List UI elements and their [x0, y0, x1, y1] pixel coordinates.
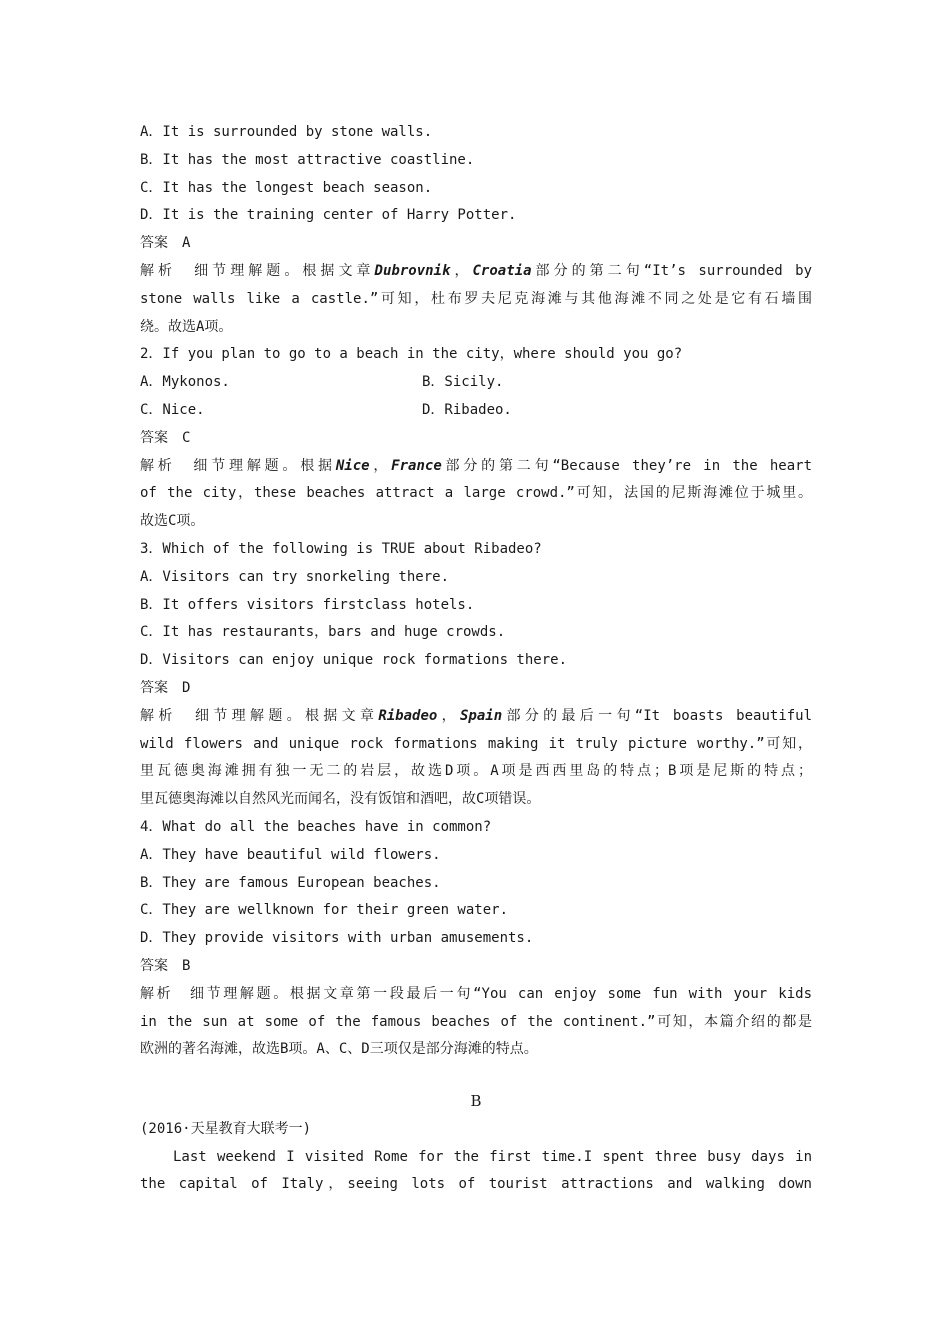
q3-option-b: B．It offers visitors firstclass hotels.: [140, 596, 475, 613]
q2-question: 2．If you plan to go to a beach in the city，where should you go?: [140, 346, 683, 363]
q1-option-a: A．It is surrounded by stone walls.: [140, 124, 433, 140]
q1-analysis-line-2: stone walls like a castle.”可知，杜布罗夫尼克海滩与其他海滩不同之处是它有石墙围: [140, 290, 812, 307]
q3-question: 3．Which of the following is TRUE about Ribadeo?: [140, 540, 542, 557]
q3-analysis-line-1: 解析 细节理解题。根据文章Ribadeo，Spain部分的最后一句“It boasts beautiful: [140, 707, 813, 724]
q3-option-c: C．It has restaurants，bars and huge crowds.: [140, 624, 506, 641]
q2-options-row-2: [140, 397, 812, 425]
q2-analysis-line-3: 故选C项。: [140, 513, 205, 530]
q3-answer: [140, 675, 812, 703]
q2-option-a: A．Mykonos.: [140, 374, 230, 391]
q2-option-c: C．Nice.: [140, 401, 205, 418]
q3-option-a: A．Visitors can try snorkeling there.: [140, 568, 450, 585]
q1-analysis-line-1: 解析 细节理解题。根据文章Dubrovnik，Croatia部分的第二句“It’s surrounded by: [140, 262, 813, 279]
q4-answer: [140, 953, 812, 981]
passage-line-1: Last weekend I visited Rome for the first time.I spent three busy days in: [173, 1148, 812, 1165]
q2-option-b: B．Sicily.: [422, 374, 504, 391]
answer-label: 答案: [140, 429, 168, 446]
q2-option-d: D．Ribadeo.: [422, 401, 512, 418]
section-source: (2016·天星教育大联考一): [140, 1120, 312, 1137]
q1-analysis-line-3: 绕。故选A项。: [140, 318, 233, 335]
q2-options-row-1: [140, 369, 812, 397]
document-page: [140, 119, 812, 1199]
q3-analysis-line-3: 里瓦德奥海滩拥有独一无二的岩层，故选D项。A项是西西里岛的特点；B项是尼斯的特点；: [140, 763, 812, 780]
answer-label: 答案: [140, 235, 168, 252]
answer-value: B: [182, 957, 191, 974]
keyword: Croatia: [472, 262, 532, 279]
q4-analysis-line-3: 欧洲的著名海滩，故选B项。A、C、D三项仅是部分海滩的特点。: [140, 1041, 538, 1058]
answer-label: 答案: [140, 957, 168, 974]
q4-option-a: A．They have beautiful wild flowers.: [140, 846, 441, 863]
q4-option-c: C．They are wellknown for their green water.: [140, 902, 509, 919]
q2-analysis-line-2: of the city，these beaches attract a large crowd.”可知，法国的尼斯海滩位于城里。: [140, 485, 812, 502]
analysis-label: 解析: [140, 707, 177, 724]
answer-value: C: [182, 429, 191, 446]
keyword: Dubrovnik: [374, 262, 451, 279]
q1-option-b: B．It has the most attractive coastline.: [140, 151, 475, 168]
q4-analysis-line-2: in the sun at some of the famous beaches of the continent.”可知，本篇介绍的都是: [140, 1013, 812, 1030]
analysis-label: 解析: [140, 985, 174, 1002]
keyword: Ribadeo: [378, 707, 438, 724]
q4-question: 4．What do all the beaches have in common?: [140, 818, 492, 835]
q2-analysis-line-1: 解析 细节理解题。根据Nice，France部分的第二句“Because they’re in the heart: [140, 457, 813, 474]
keyword: France: [391, 457, 442, 474]
answer-label: 答案: [140, 679, 168, 696]
answer-value: A: [182, 235, 191, 252]
q3-analysis-line-4: 里瓦德奥海滩以自然风光而闻名，没有饭馆和酒吧，故C项错误。: [140, 791, 541, 808]
q4-analysis-line-1: 解析 细节理解题。根据文章第一段最后一句“You can enjoy some fun with your kids: [140, 985, 812, 1002]
section-title: B: [470, 1092, 482, 1111]
q3-analysis-line-2: wild flowers and unique rock formations making it truly picture worthy.”可知，: [140, 735, 812, 752]
q2-answer: [140, 425, 812, 453]
q1-answer: [140, 230, 812, 258]
q1-option-d: D．It is the training center of Harry Potter.: [140, 207, 517, 224]
q3-option-d: D．Visitors can enjoy unique rock formations there.: [140, 652, 568, 669]
keyword: Spain: [460, 707, 503, 724]
q4-option-d: D．They provide visitors with urban amusements.: [140, 930, 534, 947]
analysis-label: 解析: [140, 262, 177, 279]
answer-value: D: [182, 679, 191, 696]
q1-option-c: C．It has the longest beach season.: [140, 179, 433, 196]
passage-line-2: the capital of Italy，seeing lots of tourist attractions and walking down: [140, 1176, 812, 1193]
keyword: Nice: [335, 457, 370, 474]
analysis-label: 解析: [140, 457, 176, 474]
q4-option-b: B．They are famous European beaches.: [140, 874, 441, 891]
